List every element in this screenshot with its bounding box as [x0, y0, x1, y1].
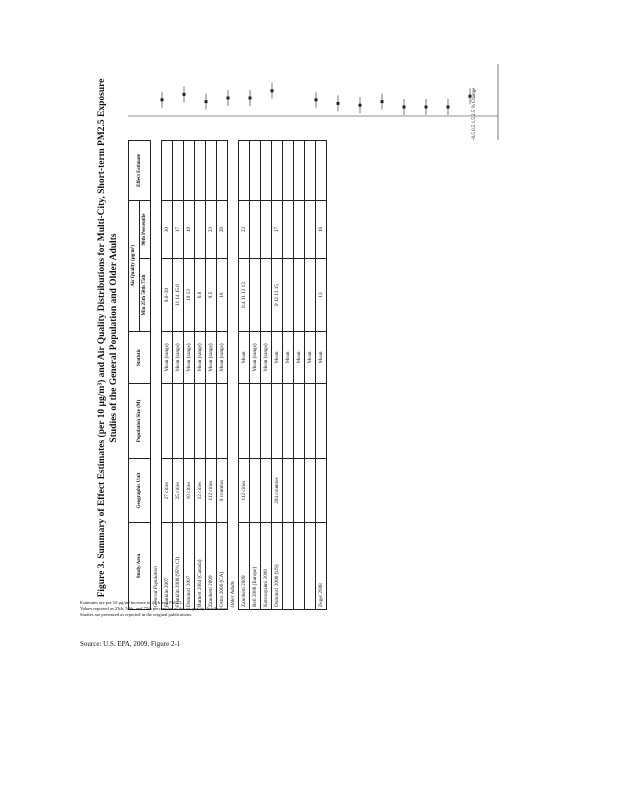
estimate-cell [173, 141, 184, 201]
aq-cell [250, 259, 261, 332]
geo-cell: 10 cities [184, 458, 195, 522]
header-pop: Population Size (M) [129, 384, 151, 459]
pop-cell [283, 384, 294, 459]
stat-cell: Mean (range) [261, 331, 272, 383]
max-cell [283, 200, 294, 258]
stat-cell: Mean (range) [250, 331, 261, 383]
header-aq-cols: Min 25th 50th 75th [140, 259, 151, 332]
geo-cell: 25 cities [173, 458, 184, 522]
stat-cell: Mean [283, 331, 294, 383]
max-cell: 28 [217, 200, 228, 258]
pop-cell [316, 384, 327, 459]
axis-label: % Change [472, 87, 477, 109]
aq-cell [305, 259, 316, 332]
max-cell: 18 [316, 200, 327, 258]
study-cell: Ostro 2006 (CA) [217, 523, 228, 610]
estimate-cell [217, 141, 228, 201]
header-stat: Statistic [129, 331, 151, 383]
max-cell [294, 200, 305, 258]
header-aq-group: Air Quality (µg/m³) [129, 200, 140, 331]
point-estimate [381, 100, 384, 103]
axis-tick: 2.5 [472, 109, 477, 116]
stat-cell: Mean [272, 331, 283, 383]
study-cell: Zanobetti 2009 [206, 523, 217, 610]
estimate-cell [184, 141, 195, 201]
table-row [206, 141, 217, 610]
estimate-cell [294, 141, 305, 201]
point-estimate [315, 98, 318, 101]
aq-cell: 9.5 [206, 259, 217, 332]
section-older-adults: Older Adults [228, 141, 239, 610]
study-cell: Dominici 2007 [184, 523, 195, 610]
table-row [283, 141, 294, 610]
pop-cell [195, 384, 206, 459]
pop-cell [206, 384, 217, 459]
max-cell [261, 200, 272, 258]
point-estimate [249, 97, 252, 100]
table-row [184, 141, 195, 610]
pop-cell [261, 384, 272, 459]
aq-cell: 13 [316, 259, 327, 332]
point-estimate [227, 97, 230, 100]
table-row [217, 141, 228, 610]
estimate-cell [316, 141, 327, 201]
point-estimate [271, 89, 274, 92]
stat-cell: Mean (range) [162, 331, 173, 383]
table-body [151, 141, 327, 610]
max-cell [250, 200, 261, 258]
point-estimate [205, 100, 208, 103]
axis-tick: 1.5 [472, 117, 477, 124]
table-row [316, 141, 327, 610]
table-row [239, 141, 250, 610]
study-cell: Zeger 2008 [316, 523, 327, 610]
max-cell: 30 [162, 200, 173, 258]
figure-source: Source: U.S. EPA, 2009, Figure 2-1 [80, 640, 181, 648]
footnote-3: Studies are presented as reported in the original publications. [80, 612, 193, 617]
point-estimate [183, 93, 186, 96]
stat-cell: Mean [294, 331, 305, 383]
header-geo: Geographic Unit [129, 458, 151, 522]
point-estimate [359, 104, 362, 107]
stat-cell: Mean (range) [206, 331, 217, 383]
pop-cell [305, 384, 316, 459]
study-cell [305, 523, 316, 610]
aq-cell: 9.0–30 [162, 259, 173, 332]
stat-cell: Mean (range) [184, 331, 195, 383]
figure-title-line-2: Studies of the General Population and Older Adults [109, 233, 119, 443]
stat-cell: Mean (range) [195, 331, 206, 383]
max-cell [305, 200, 316, 258]
table-row [173, 141, 184, 610]
point-estimate [337, 102, 340, 105]
table-row [162, 141, 173, 610]
pop-cell [162, 384, 173, 459]
estimate-cell [195, 141, 206, 201]
section-row [151, 141, 162, 610]
max-cell: 19 [184, 200, 195, 258]
study-cell: Franklin 2007 [162, 523, 173, 610]
estimate-cell [206, 141, 217, 201]
axis-tick-labels [472, 88, 477, 140]
geo-cell: 204 counties [272, 458, 283, 522]
geo-cell [305, 458, 316, 522]
point-estimate [447, 106, 450, 109]
max-cell [195, 200, 206, 258]
stat-cell: Mean [239, 331, 250, 383]
geo-cell: 112 cities [206, 458, 217, 522]
aq-cell: 18 [217, 259, 228, 332]
stat-cell: Mean (range) [173, 331, 184, 383]
pop-cell [250, 384, 261, 459]
estimate-cell [261, 141, 272, 201]
geo-cell [294, 458, 305, 522]
aq-cell: 9 12 13 15 [272, 259, 283, 332]
estimate-cell [250, 141, 261, 201]
pop-cell [294, 384, 305, 459]
aq-cell: 11 14 15.6 [173, 259, 184, 332]
pop-cell [217, 384, 228, 459]
estimate-cell [162, 141, 173, 201]
header-study: Study/Area [129, 523, 151, 610]
summary-table [128, 140, 327, 610]
pop-cell [173, 384, 184, 459]
study-cell: Bell 2008 (Europe) [250, 523, 261, 610]
footnotes [80, 600, 228, 618]
max-cell: 17 [173, 200, 184, 258]
geo-cell [283, 458, 294, 522]
geo-cell: 9 counties [217, 458, 228, 522]
section-general-population: General Population [151, 141, 162, 610]
rotated-page [96, 58, 506, 618]
estimate-cell [305, 141, 316, 201]
max-cell: 23 [206, 200, 217, 258]
aq-cell [261, 259, 272, 332]
pop-cell [272, 384, 283, 459]
geo-cell [261, 458, 272, 522]
aq-cell: 8.4 11 12 13 [239, 259, 250, 332]
study-cell: Dominici 2006 (US) [272, 523, 283, 610]
geo-cell: 112 cities [239, 458, 250, 522]
pop-cell [239, 384, 250, 459]
study-cell: Franklin 2008 (95% CI) [173, 523, 184, 610]
footnote-2: Values reported as 25th, 50th, and 75th percentiles of the air quality distribution. [80, 606, 228, 611]
study-cell [283, 523, 294, 610]
study-cell: Zanobetti 2009 [239, 523, 250, 610]
table-row [272, 141, 283, 610]
estimate-cell [283, 141, 294, 201]
aq-cell [294, 259, 305, 332]
axis-tick: 0.5 [472, 124, 477, 131]
estimate-cell [272, 141, 283, 201]
study-cell [294, 523, 305, 610]
max-cell: 23 [239, 200, 250, 258]
geo-cell: 27 cities [162, 458, 173, 522]
figure-title-line-1: Figure 3. Summary of Effect Estimates (per 10 µg/m³) and Air Quality Distributions for Multi-City, Short-term PM2.5 Exposure [97, 78, 107, 598]
geo-cell: 12 cities [195, 458, 206, 522]
header-estimate: Effect Estimate [129, 141, 151, 201]
section-row [228, 141, 239, 610]
max-cell: 17 [272, 200, 283, 258]
study-cell: Katsouyanni 2009 [261, 523, 272, 610]
point-estimate [403, 106, 406, 109]
table-row [261, 141, 272, 610]
table-row [294, 141, 305, 610]
stat-cell: Mean [305, 331, 316, 383]
axis-tick: -0.5 [472, 132, 477, 140]
study-cell: Burnett 2004 (Canada) [195, 523, 206, 610]
aq-cell: 10 13 [184, 259, 195, 332]
landscape-figure [96, 58, 506, 618]
stat-cell: Mean (range) [217, 331, 228, 383]
stat-cell: Mean [316, 331, 327, 383]
point-estimate [425, 106, 428, 109]
table-row [195, 141, 206, 610]
pop-cell [184, 384, 195, 459]
header-aq-max: 90th Percentile [140, 200, 151, 258]
geo-cell [250, 458, 261, 522]
table-row [250, 141, 261, 610]
aq-cell: 6.8 [195, 259, 206, 332]
table-row [305, 141, 316, 610]
aq-cell [283, 259, 294, 332]
forest-plot [128, 64, 508, 140]
geo-cell [316, 458, 327, 522]
point-estimate [161, 98, 164, 101]
estimate-cell [239, 141, 250, 201]
footnote-1: Estimates are per 10 µg/m³ increase in 24-h avg PM2.5. [80, 600, 183, 605]
